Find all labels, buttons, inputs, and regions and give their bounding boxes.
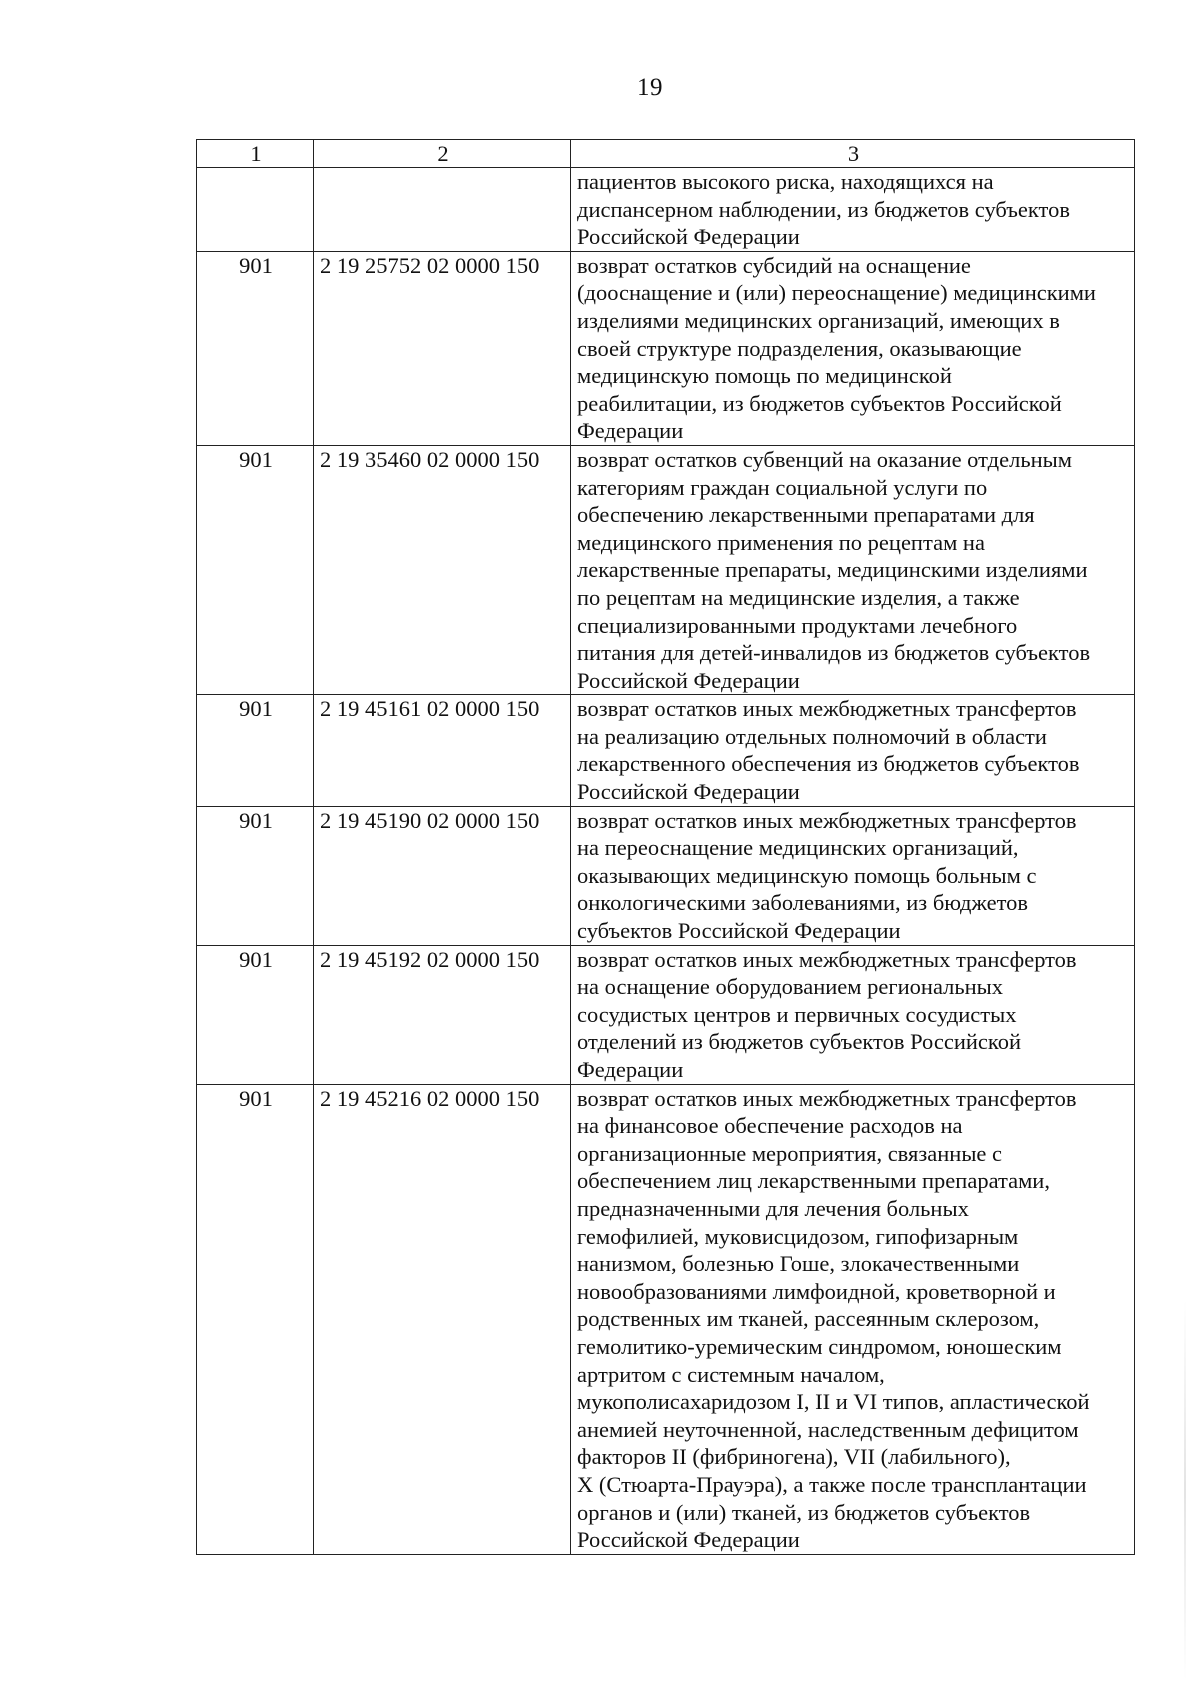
budget-classification-table xyxy=(196,139,1135,1555)
table-row xyxy=(197,695,1135,806)
budget-code-cell: 2 19 35460 02 0000 150 xyxy=(314,445,571,694)
admin-code-cell: 901 xyxy=(197,945,314,1084)
table-row xyxy=(197,1084,1135,1554)
column-header-1: 1 xyxy=(197,140,314,168)
description-cell: возврат остатков субвенций на оказание отдельным категориям граждан социальной услуги по обеспечению лекарственными препаратами для медицинского применения по рецептам на лекарственные препараты, медицинскими изделиями по рецептам на медицинские изделия, а также специализированными продуктами лечебного питания для детей-инвалидов из бюджетов субъектов Российской Федерации xyxy=(571,445,1135,694)
admin-code-cell: 901 xyxy=(197,445,314,694)
admin-code-cell: 901 xyxy=(197,806,314,945)
admin-code-cell: 901 xyxy=(197,695,314,806)
budget-code-cell: 2 19 45216 02 0000 150 xyxy=(314,1084,571,1554)
budget-code-cell xyxy=(314,168,571,252)
description-cell: возврат остатков субсидий на оснащение (дооснащение и (или) переоснащение) медицинскими изделиями медицинских организаций, имеющих в своей структуре подразделения, оказывающие медицинскую помощь по медицинской реабилитации, из бюджетов субъектов Российской Федерации xyxy=(571,251,1135,445)
column-header-2: 2 xyxy=(314,140,571,168)
table-row xyxy=(197,806,1135,945)
description-cell: возврат остатков иных межбюджетных трансфертов на реализацию отдельных полномочий в области лекарственного обеспечения из бюджетов субъектов Российской Федерации xyxy=(571,695,1135,806)
admin-code-cell: 901 xyxy=(197,1084,314,1554)
page-number: 19 xyxy=(637,74,663,101)
table-row xyxy=(197,945,1135,1084)
admin-code-cell: 901 xyxy=(197,251,314,445)
budget-code-cell: 2 19 25752 02 0000 150 xyxy=(314,251,571,445)
admin-code-cell xyxy=(197,168,314,252)
budget-code-cell: 2 19 45192 02 0000 150 xyxy=(314,945,571,1084)
budget-code-cell: 2 19 45190 02 0000 150 xyxy=(314,806,571,945)
table-row xyxy=(197,251,1135,445)
budget-code-cell: 2 19 45161 02 0000 150 xyxy=(314,695,571,806)
description-cell: возврат остатков иных межбюджетных трансфертов на финансовое обеспечение расходов на организационные мероприятия, связанные с обеспечением лиц лекарственными препаратами, предназначенными для лечения больных гемофилией, муковисцидозом, гипофизарным нанизмом, болезнью Гоше, злокачественными новообразованиями лимфоидной, кроветворной и родственных им тканей, рассеянным склерозом, гемолитико-уремическим синдромом, юношеским артритом с системным началом, мукополисахаридозом I, II и VI типов, апластической анемией неуточненной, наследственным дефицитом факторов II (фибриногена), VII (лабильного), X (Стюарта-Прауэра), а также после трансплантации органов и (или) тканей, из бюджетов субъектов Российской Федерации xyxy=(571,1084,1135,1554)
scan-edge-artifact xyxy=(1184,1300,1186,1680)
column-header-3: 3 xyxy=(571,140,1135,168)
table-header-row xyxy=(197,140,1135,168)
description-cell: возврат остатков иных межбюджетных трансфертов на переоснащение медицинских организаций, оказывающих медицинскую помощь больным с онкологическими заболеваниями, из бюджетов субъектов Российской Федерации xyxy=(571,806,1135,945)
description-cell: пациентов высокого риска, находящихся на диспансерном наблюдении, из бюджетов субъектов Российской Федерации xyxy=(571,168,1135,252)
table-row xyxy=(197,445,1135,694)
description-cell: возврат остатков иных межбюджетных трансфертов на оснащение оборудованием региональных сосудистых центров и первичных сосудистых отделений из бюджетов субъектов Российской Федерации xyxy=(571,945,1135,1084)
table-row xyxy=(197,168,1135,252)
